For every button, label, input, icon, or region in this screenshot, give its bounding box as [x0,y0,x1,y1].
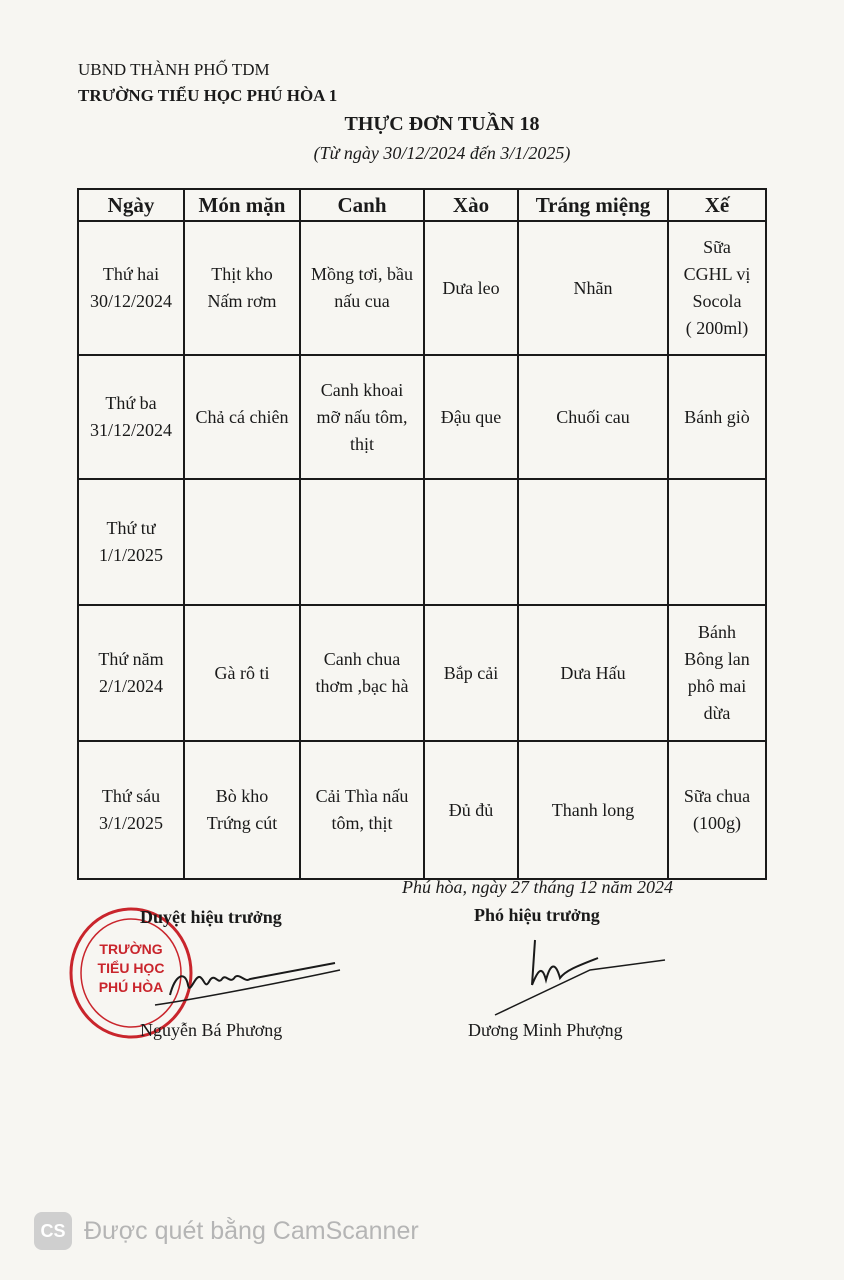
stir-fry-cell: Dưa leo [424,221,518,355]
day-date: 2/1/2024 [98,676,163,696]
principal-signature-icon [150,955,350,1015]
main-dish-cell: Chả cá chiên [184,355,300,479]
table-row [78,741,766,879]
snack-cell [668,479,766,605]
day-name: Thứ năm [98,649,164,669]
stir-fry-cell: Đủ đủ [424,741,518,879]
day-date: 1/1/2025 [98,545,163,565]
dessert-cell: Thanh long [518,741,668,879]
day-date: 3/1/2025 [98,813,163,833]
day-name: Thứ hai [102,264,160,284]
page-title: THỰC ĐƠN TUẦN 18 [344,113,540,135]
dessert-cell: Nhãn [518,221,668,355]
scanner-watermark [34,1212,419,1250]
table-row [78,605,766,741]
day-date: 31/12/2024 [89,420,172,440]
snack-cell: Bánh Bông lan phô mai dừa [668,605,766,741]
day-cell [78,741,184,879]
table-row [78,221,766,355]
stir-fry-cell [424,479,518,605]
camscanner-logo-icon: CS [34,1212,72,1250]
soup-cell: Canh chua thơm ,bạc hà [300,605,424,741]
approver-title: Duyệt hiệu trưởng [140,907,282,927]
day-name: Thứ tư [106,518,156,538]
stir-fry-cell: Bắp cải [424,605,518,741]
col-header-main-dish: Món mặn [184,189,300,221]
day-name: Thứ ba [105,393,157,413]
approver-name: Nguyễn Bá Phương [140,1020,283,1040]
snack-cell: Bánh giò [668,355,766,479]
col-header-soup: Canh [300,189,424,221]
vice-principal-signature-icon [480,930,670,1020]
col-header-snack: Xế [668,189,766,221]
main-dish-cell: Bò kho Trứng cút [184,741,300,879]
snack-cell: Sữa CGHL vị Socola ( 200ml) [668,221,766,355]
day-date: 30/12/2024 [89,291,172,311]
dessert-cell: Chuối cau [518,355,668,479]
header-line1: UBND THÀNH PHỐ TDM [78,60,270,79]
stamp-text: TRƯỜNG TIỂU HỌC PHÚ HÒA [97,941,165,995]
day-cell [78,479,184,605]
day-cell [78,221,184,355]
table-row [78,479,766,605]
main-dish-cell: Gà rô ti [184,605,300,741]
day-name: Thứ sáu [101,786,161,806]
soup-cell: Cải Thìa nấu tôm, thịt [300,741,424,879]
menu-table [77,188,767,880]
watermark-text: Được quét bằng CamScanner [84,1216,419,1245]
col-header-stir-fry: Xào [424,189,518,221]
dessert-cell [518,479,668,605]
dessert-cell: Dưa Hấu [518,605,668,741]
soup-cell: Canh khoai mỡ nấu tôm, thịt [300,355,424,479]
table-header-row [78,189,766,221]
main-dish-cell: Thịt kho Nấm rơm [184,221,300,355]
signing-date: Phú hòa, ngày 27 tháng 12 năm 2024 [402,877,673,897]
vice-principal-title: Phó hiệu trưởng [474,905,600,925]
table-row [78,355,766,479]
stir-fry-cell: Đậu que [424,355,518,479]
school-name: TRƯỜNG TIỂU HỌC PHÚ HÒA 1 [78,86,338,105]
main-dish-cell [184,479,300,605]
snack-cell: Sữa chua (100g) [668,741,766,879]
soup-cell: Mồng tơi, bầu nấu cua [300,221,424,355]
day-cell [78,355,184,479]
page-subtitle: (Từ ngày 30/12/2024 đến 3/1/2025) [313,143,571,163]
soup-cell [300,479,424,605]
day-cell [78,605,184,741]
vice-principal-name: Dương Minh Phượng [468,1020,623,1040]
col-header-day: Ngày [78,189,184,221]
col-header-dessert: Tráng miệng [518,189,668,221]
